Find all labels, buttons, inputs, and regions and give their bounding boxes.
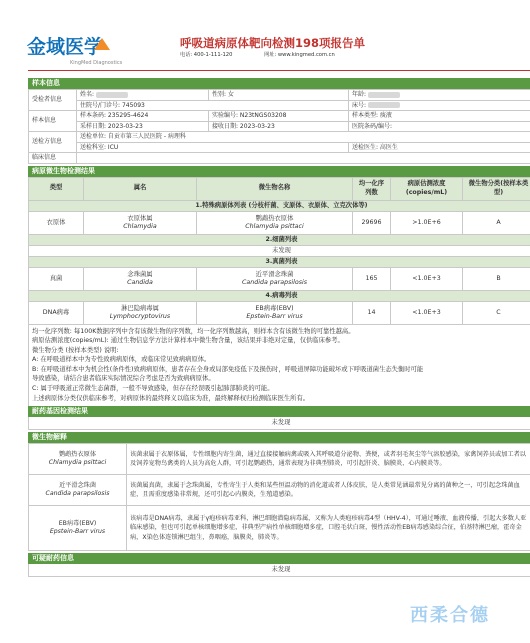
row4-species [197, 301, 353, 324]
name-label: 姓名: [80, 91, 95, 98]
row4-species-cn: EB病毒(EBV) [255, 304, 294, 312]
result-row-candida [29, 267, 530, 290]
interp-row [29, 444, 530, 475]
row1-genus [84, 211, 197, 234]
company-logo: 金域医学 [27, 36, 104, 58]
row1-conc: >1.0E+6 [391, 211, 463, 234]
age-cell [349, 90, 530, 101]
row3-conc: <1.0E+3 [391, 267, 463, 290]
results-table [28, 177, 530, 325]
section-drug-resistance: 可疑耐药信息 [28, 553, 530, 564]
report-content [28, 78, 530, 577]
section-interpretation: 微生物解释 [28, 432, 530, 443]
interp-name [29, 506, 127, 551]
lab-no: 实验编号: N23tNGS03208 [209, 111, 349, 122]
bacteria-not-found: 未发现 [29, 245, 530, 256]
row3-species-cn: 近平滑念珠菌 [255, 270, 294, 278]
collect-date: 采样日期: 2023-03-23 [77, 121, 209, 132]
row4-class: C [463, 301, 530, 324]
interp-name-cn: 鹦鹉热衣原体 [58, 450, 97, 458]
redacted-bed [368, 102, 400, 108]
header-divider [28, 70, 530, 71]
interp-name-latin: Chlamydia psittaci [48, 459, 107, 467]
submit-unit: 送检单位: 自贡市第三人民医院 - 病理科 [77, 132, 530, 143]
receive-date: 接收日期: 2023-03-23 [209, 121, 349, 132]
row4-genus-cn: 淋巴隐病毒属 [121, 304, 159, 312]
result-notes [28, 325, 530, 407]
note-line: 导致感染，请结合患者临床实际情况综合考虑是否为致病病原体。 [32, 375, 215, 383]
section-results: 病原微生物检测结果 [28, 166, 530, 177]
redacted-age [368, 92, 400, 98]
clinical-label: 临床信息 [29, 153, 77, 164]
section-sample-info: 样本信息 [28, 78, 530, 89]
row3-reads: 165 [353, 267, 391, 290]
section-resistance-genes: 耐药基因检测结果 [28, 406, 530, 417]
sample-info-table [28, 89, 530, 164]
interp-desc: 该菌隶属于衣原体属，专性细胞内寄生菌，通过直接接触病禽或吸入其呼吸道分泌物、粪便，或者羽毛灰尘等气溶胶感染，家禽饲养员或加工者以及饲养宠物鸟禽类的人员为高危人群，可引起鹦鹉热，通常表现为非典型肺炎，可引起肝炎、脑膜炎、心内膜炎等。 [127, 444, 530, 475]
row1-genus-cn: 衣原体属 [127, 214, 153, 222]
subject-label: 受检者信息 [29, 90, 77, 111]
note-line: A: 在呼吸道样本中为专性致病病原体，或临床常见致病病原体。 [32, 356, 211, 364]
bed-no: 床号: [352, 101, 367, 109]
report-header [0, 0, 530, 72]
watermark: 西柔合德 [410, 605, 490, 626]
note-line: 微生物分类 (按样本类型) 说明: [32, 346, 119, 354]
row1-species-cn: 鹦鹉热衣原体 [255, 214, 294, 222]
row3-class: B [463, 267, 530, 290]
logo-triangle-icon [94, 38, 110, 50]
company-logo-en: KingMed Diagnostics [70, 60, 123, 66]
row4-conc: <1.0E+3 [391, 301, 463, 324]
row1-species-latin: Chlamydia psittaci [245, 222, 304, 230]
interp-name [29, 444, 127, 475]
row1-species [197, 211, 353, 234]
row3-species-latin: Candida parapsilosis [241, 278, 308, 286]
name-cell [77, 90, 209, 101]
row1-class: A [463, 211, 530, 234]
col-conc: 病原估测浓度(copies/mL) [391, 177, 463, 200]
row4-genus [84, 301, 197, 324]
interp-name-latin: Candida parapsilosis [45, 490, 110, 498]
interp-name-cn: EB病毒(EBV) [58, 519, 97, 527]
submit-doctor: 送检医生: 高医生 [349, 142, 530, 153]
resistance-not-found: 未发现 [28, 417, 530, 430]
row3-genus-latin: Candida [127, 278, 153, 286]
sample-type: 样本类型: 痰液 [349, 111, 530, 122]
interp-desc: 该病毒是DNA病毒，隶属于γ疱疹病毒亚科，淋巴细胞潜隐病毒属，又称为人类疱疹病毒4型（HHV-4），可通过唾液、血液传播，引起大多数人亚临床感染，但也可引起单核细胞增多症，非典型产病性单核细胞增多症，口腔毛状白斑，慢性活动性EB病毒感染综合征，伯基特淋巴瘤，霍奇金病，X染色体连锁淋巴组生，鼻咽癌，脑膜炎，肺炎等。 [127, 506, 530, 551]
interp-row [29, 475, 530, 506]
band-virus: 4.病毒列表 [29, 290, 530, 301]
band-bacteria: 2.细菌列表 [29, 234, 530, 245]
report-title: 呼吸道病原体靶向检测198项报告单 [180, 36, 366, 50]
band-fungi: 3.真菌列表 [29, 256, 530, 267]
col-reads: 均一化序列数 [353, 177, 391, 200]
note-line: C: 属于呼吸道正常微生态菌群，一般不导致感染，但存在经误吸引起肺部肺炎的可能。 [32, 385, 274, 393]
interp-desc: 该菌属真菌，隶属于念珠菌属，专性寄生于人类和某些恒温动物的消化道或者人体皮肤，是人类常见涵最常见分离的菌种之一，可引起念珠菌血症，且需重度感染非常规，还可引起心内膜炎，生殖道感染。 [127, 475, 530, 506]
clinical-value [77, 153, 530, 164]
submit-dept: 送检科室: ICU [77, 142, 349, 153]
hospital-barcode: 医院条码/编号: [349, 121, 530, 132]
inpatient-no: 住院号/门诊号: 745093 [77, 100, 349, 111]
contact-line [180, 52, 365, 59]
note-line: 上述病原体分类仅供临床参考，对病原体的最终释义以临床为准，最终解释权归检测临床医生所有。 [32, 394, 310, 402]
interpretation-table [28, 443, 530, 551]
row3-genus [84, 267, 197, 290]
submit-label: 送检方信息 [29, 132, 77, 153]
drug-resistance-not-found: 未发现 [28, 564, 530, 577]
row3-genus-cn: 念珠菌属 [127, 270, 153, 278]
result-row-ebv [29, 301, 530, 324]
col-type: 类型 [29, 177, 84, 200]
note-line: B: 在呼吸道样本中为机会性(条件性)致病病原体，患者存在全身或局部免疫低下及损伤时，呼吸道屏障功能破坏或下呼吸道菌生态失衡时可能 [32, 365, 424, 373]
sample-label: 样本信息 [29, 111, 77, 132]
band-special: 1.特殊病原体列表 (分枝杆菌、支原体、衣原体、立克次体等) [29, 200, 530, 211]
col-genus: 属名 [84, 177, 197, 200]
row3-species [197, 267, 353, 290]
interp-name-latin: Epstein-Barr virus [49, 528, 106, 536]
interp-name-cn: 近平滑念珠菌 [58, 481, 97, 489]
col-species: 微生物名称 [197, 177, 353, 200]
row1-genus-latin: Chlamydia [123, 222, 157, 230]
row4-species-latin: Epstein-Barr virus [246, 312, 303, 320]
row1-type: 衣原体 [29, 211, 84, 234]
phone: 电话: 400-1-111-120 [180, 52, 233, 58]
sample-barcode: 样本条码: 235295-4624 [77, 111, 209, 122]
age-label: 年龄: [352, 91, 367, 98]
result-row-chlamydia [29, 211, 530, 234]
redacted-name [96, 92, 128, 98]
bed-no-cell [349, 100, 530, 111]
interp-name [29, 475, 127, 506]
row4-reads: 14 [353, 301, 391, 324]
note-line: 病原估测浓度(copies/mL): 通过生物信息学方法计算样本中微生物含量，该结果并非绝对定量，仅供临床参考。 [32, 337, 344, 345]
website: 网址: www.kingmed.com.cn [264, 52, 335, 58]
interp-row [29, 506, 530, 551]
col-class: 微生物分类(按样本类型) [463, 177, 530, 200]
sex-cell: 性别: 女 [209, 90, 349, 101]
row4-type: DNA病毒 [29, 301, 84, 324]
row3-type: 真菌 [29, 267, 84, 290]
row1-reads: 29696 [353, 211, 391, 234]
row4-genus-latin: Lymphocryptovirus [109, 312, 171, 320]
note-line: 均一化序列数: 每100K数据序列中含有该微生物的序列数，均一化序列数越高，则样本含有该微生物的可靠性越高。 [32, 327, 355, 335]
